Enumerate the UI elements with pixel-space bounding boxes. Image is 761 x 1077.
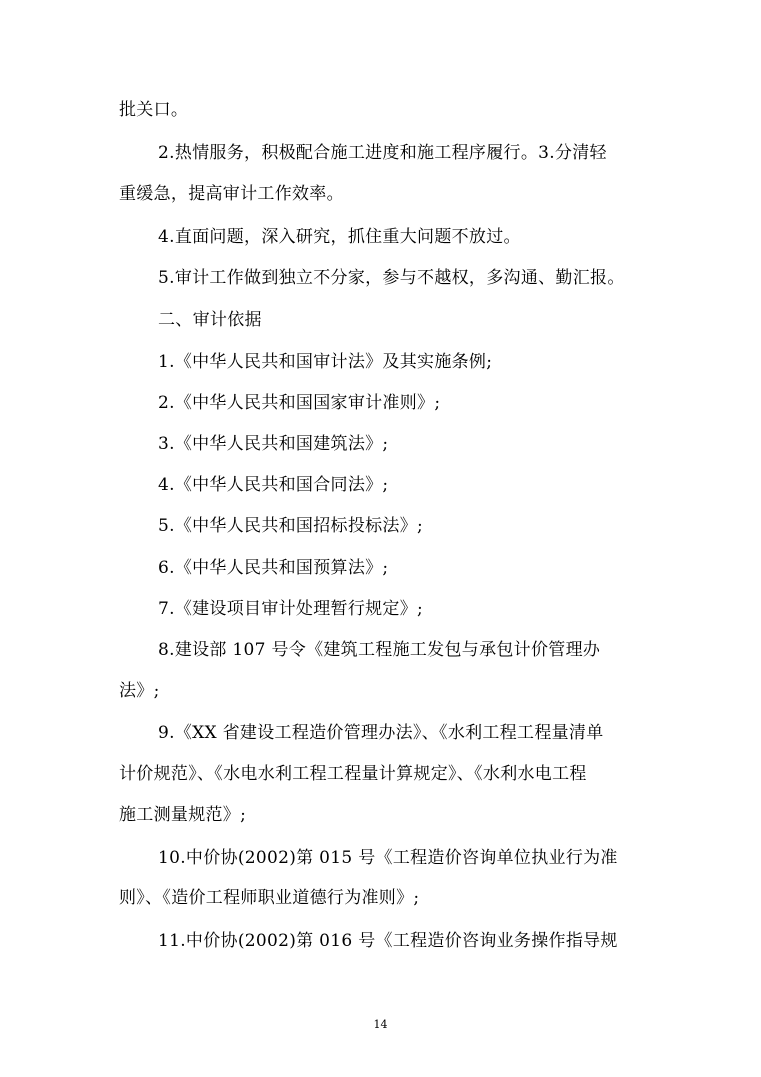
text-line-7: 1.《中华人民共和国审计法》及其实施条例; bbox=[158, 352, 493, 372]
text-line-20: 则》、《造价工程师职业道德行为准则》; bbox=[119, 888, 420, 908]
text-line-1: 批关口。 bbox=[119, 100, 189, 120]
text-line-14: 8.建设部 107 号令《建筑工程施工发包与承包计价管理办 bbox=[158, 640, 601, 660]
text-line-11: 5.《中华人民共和国招标投标法》; bbox=[158, 516, 424, 536]
text-line-18: 施工测量规范》; bbox=[119, 805, 247, 825]
text-line-8: 2.《中华人民共和国国家审计准则》; bbox=[158, 393, 441, 413]
page-number: 14 bbox=[373, 1018, 388, 1031]
text-line-13: 7.《建设项目审计处理暂行规定》; bbox=[158, 599, 424, 619]
text-line-19: 10.中价协(2002)第 015 号《工程造价咨询单位执业行为准 bbox=[158, 848, 618, 868]
text-line-10: 4.《中华人民共和国合同法》; bbox=[158, 475, 389, 495]
text-line-17: 计价规范》、《水电水利工程工程量计算规定》、《水利水电工程 bbox=[119, 764, 587, 784]
text-line-4: 4.直面问题，深入研究，抓住重大问题不放过。 bbox=[158, 227, 521, 247]
text-line-16: 9.《XX 省建设工程造价管理办法》、《水利工程工程量清单 bbox=[158, 723, 604, 743]
section-heading: 二、审计依据 bbox=[158, 310, 262, 330]
text-line-5: 5.审计工作做到独立不分家，参与不越权，多沟通、勤汇报。 bbox=[158, 268, 625, 288]
text-line-12: 6.《中华人民共和国预算法》; bbox=[158, 558, 389, 578]
text-line-9: 3.《中华人民共和国建筑法》; bbox=[158, 434, 389, 454]
text-line-15: 法》; bbox=[119, 681, 160, 701]
text-line-2: 2.热情服务，积极配合施工进度和施工程序履行。3.分清轻 bbox=[158, 143, 607, 163]
text-line-3: 重缓急，提高审计工作效率。 bbox=[119, 184, 344, 204]
text-line-21: 11.中价协(2002)第 016 号《工程造价咨询业务操作指导规 bbox=[158, 931, 618, 951]
